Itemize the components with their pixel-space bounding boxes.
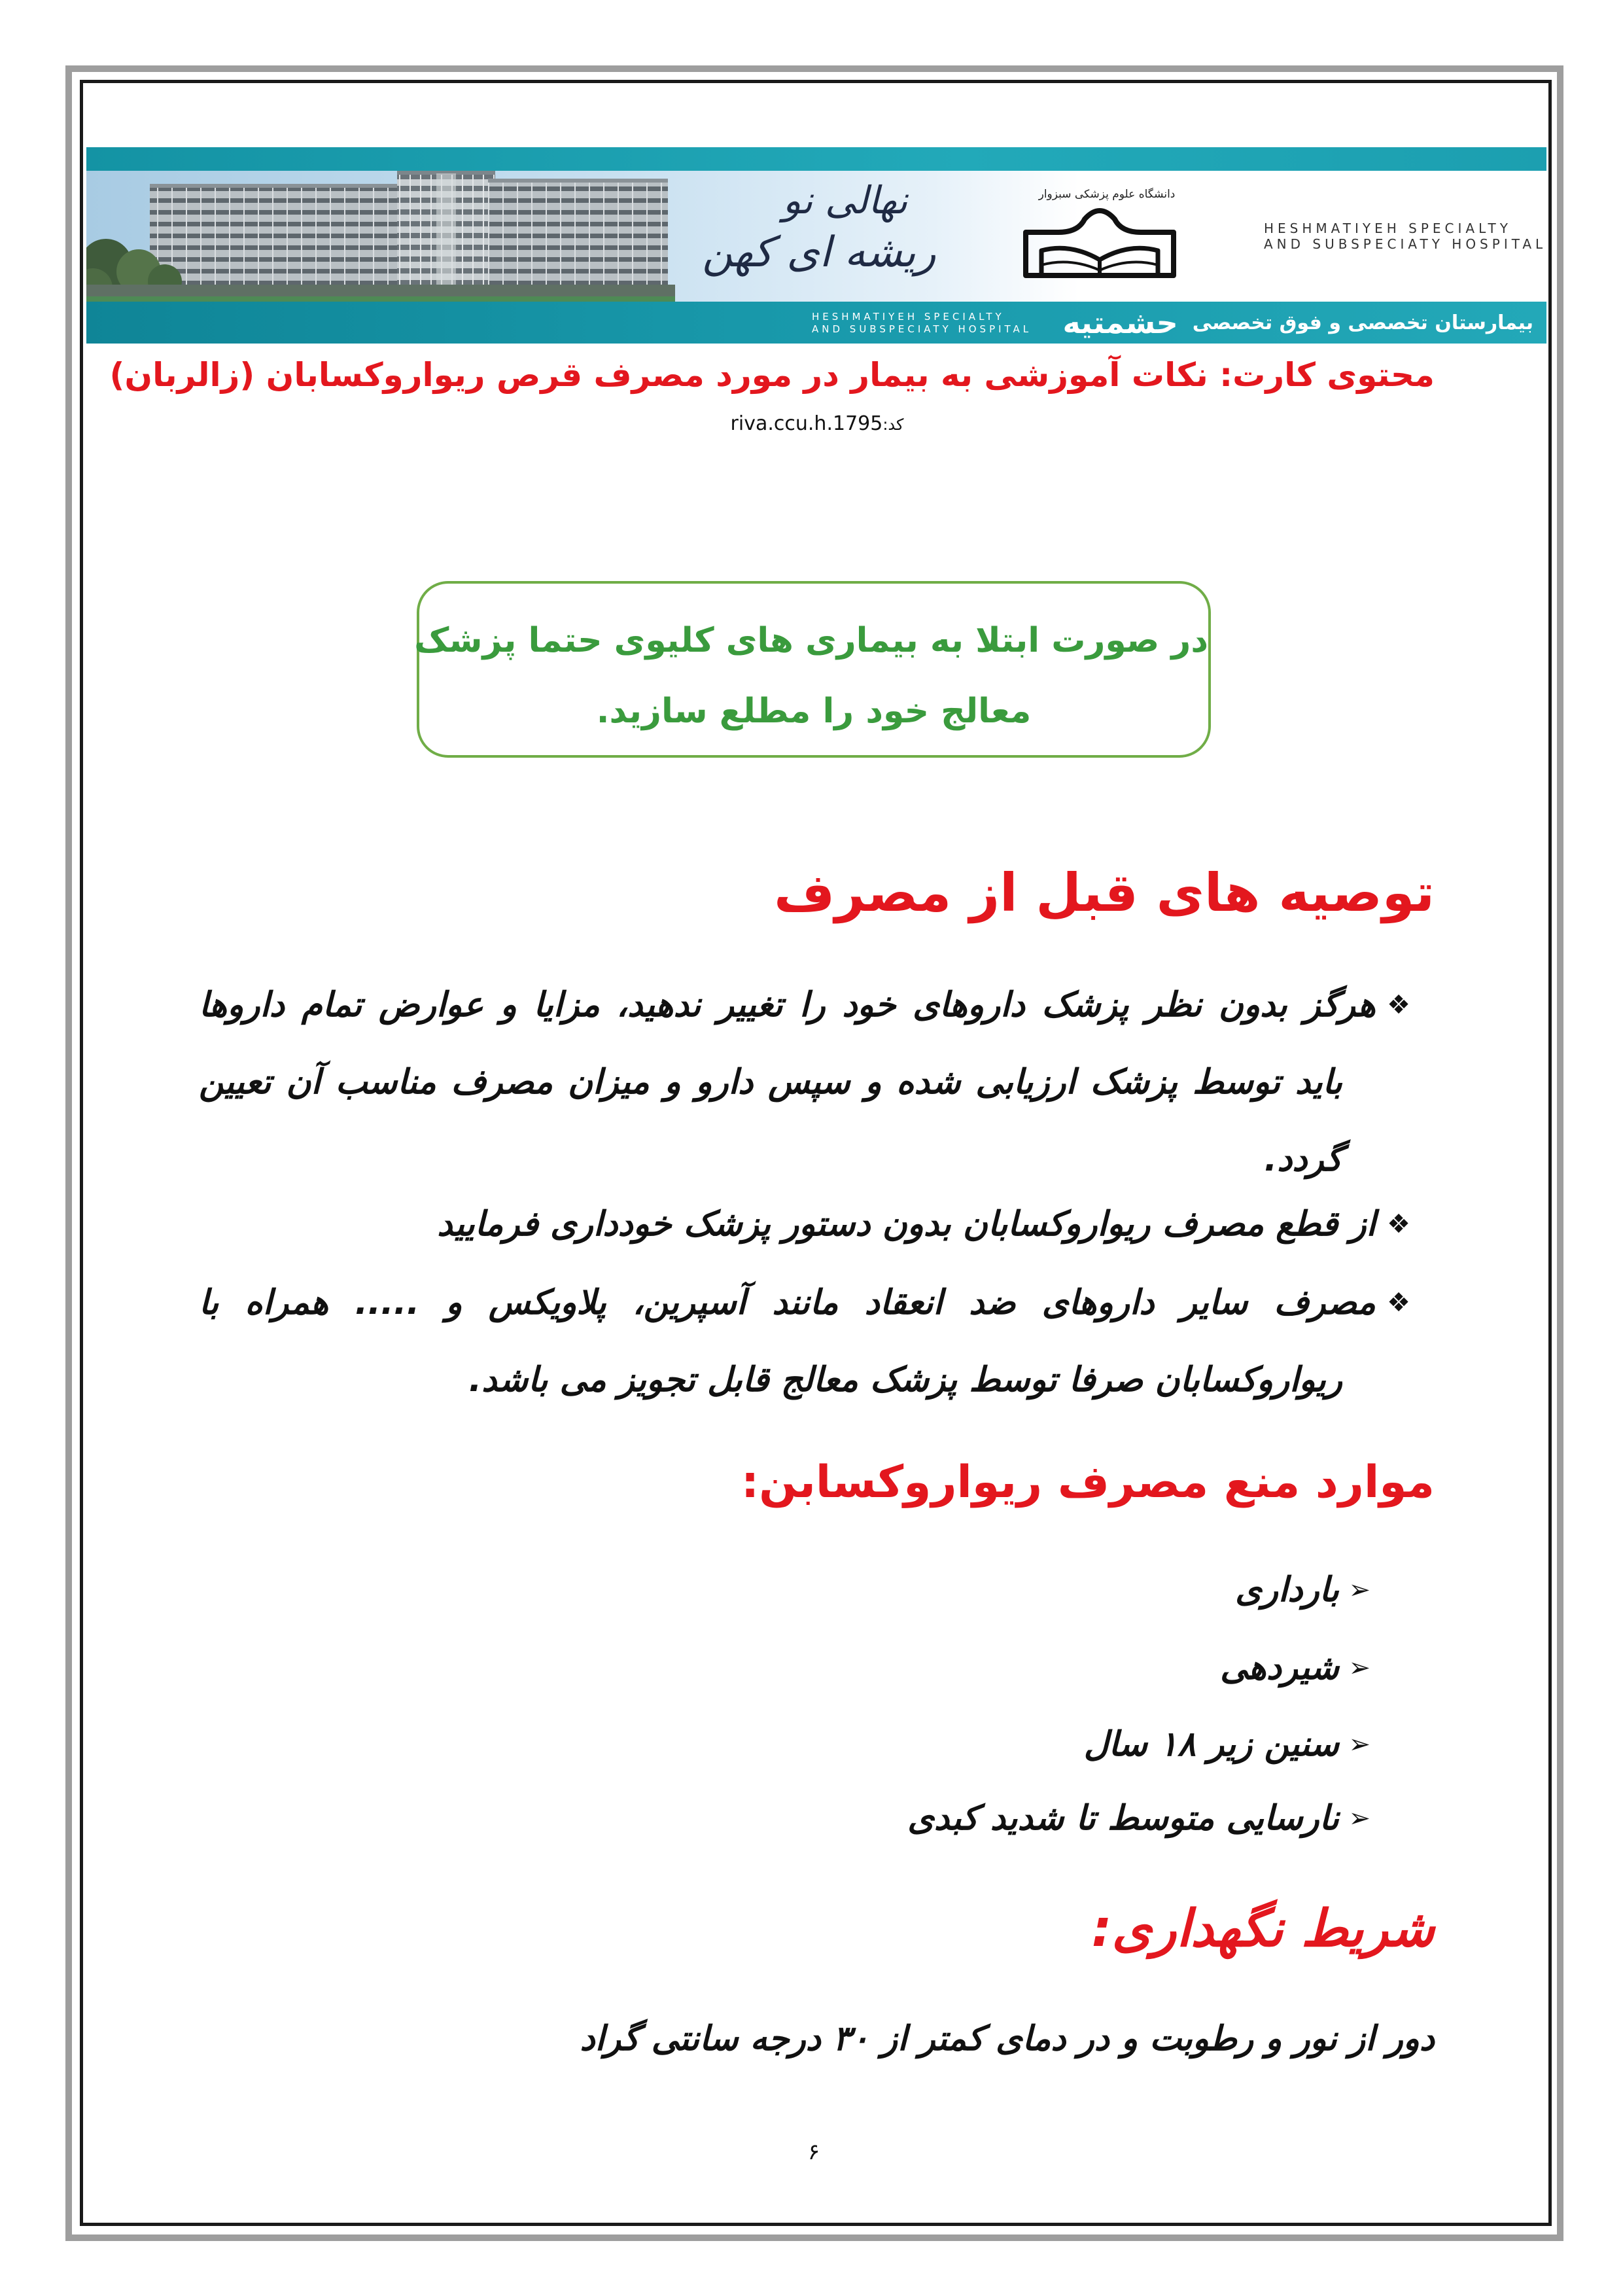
precaution-line: از قطع مصرف ریواروکسابان بدون دستور پزشک خودداری فرمایید — [437, 1205, 1376, 1244]
footer-hospital-name-english — [812, 311, 1073, 336]
contraindication-item — [907, 1780, 1370, 1857]
hospital-header-banner — [86, 147, 1546, 344]
contraindication-item — [1083, 1706, 1370, 1783]
precaution-line: هرگز بدون نظر پزشک داروهای خود را تغییر ندهید، مزایا و عوارض تمام داروها — [199, 985, 1376, 1025]
document-code-value: riva.ccu.h.1795 — [730, 412, 883, 435]
arrow-bullet-icon: ➢ — [1348, 1803, 1370, 1833]
slogan-line-1: نهالی نو — [782, 178, 908, 222]
notice-line-1: در صورت ابتلا به بیماری های کلیوی حتما پزشک — [414, 621, 1208, 660]
arrow-bullet-icon: ➢ — [1348, 1653, 1370, 1683]
arrow-bullet-icon: ➢ — [1348, 1575, 1370, 1605]
contraindication-item — [1220, 1629, 1370, 1706]
precaution-item — [199, 1264, 1410, 1419]
grass-strip — [86, 296, 675, 302]
notice-line-2: معالج خود را مطلع سازید. — [596, 692, 1032, 731]
building-central-tower — [397, 171, 495, 287]
precaution-line: مصرف سایر داروهای ضد انعقاد مانند آسپرین، پلاویکس و ..... همراه با — [199, 1283, 1376, 1322]
precaution-line: باید توسط پزشک ارزیابی شده و سپس دارو و میزان مصرف مناسب آن تعیین — [199, 1063, 1342, 1102]
hospital-name-english-line-2: AND SUBSPECIATY HOSPITAL — [1264, 236, 1546, 252]
university-name: دانشگاه علوم پزشکی سبزوار — [1038, 188, 1176, 201]
building-left-wing — [150, 184, 400, 287]
footer-hospital-type: بیمارستان تخصصی و فوق تخصصی — [1192, 311, 1533, 334]
contraindication-item — [1235, 1551, 1370, 1629]
hospital-name-english — [1264, 221, 1545, 252]
contraindication-text: شیردهی — [1220, 1648, 1339, 1687]
contraindication-text: سنین زیر ۱۸ سال — [1083, 1725, 1339, 1764]
footer-hospital-name-persian — [1063, 302, 1533, 344]
diamond-bullet-icon: ❖ — [1387, 1288, 1410, 1318]
building-right-wing — [488, 179, 668, 287]
contraindication-text: بارداری — [1235, 1570, 1339, 1610]
slogan-line-2: ریشه ای کهن — [702, 228, 936, 277]
document-code — [555, 408, 1079, 440]
precaution-line: گردد. — [1264, 1140, 1342, 1179]
arrow-bullet-icon: ➢ — [1348, 1729, 1370, 1759]
precaution-item — [199, 1186, 1410, 1263]
page-title: محتوی کارت: نکات آموزشی به بیمار در مورد مصرف قرص ریواروکسابان (زالربان) — [109, 356, 1435, 394]
precautions-heading: توصیه های قبل از مصرف — [774, 862, 1435, 923]
hospital-name-english-line-1: HESHMATIYEH SPECIALTY — [1264, 221, 1512, 236]
page-number: ۶ — [807, 2139, 820, 2165]
precaution-line: ریواروکسابان صرفا توسط پزشک معالج قابل تجویز می باشد. — [468, 1360, 1342, 1400]
diamond-bullet-icon: ❖ — [1387, 1209, 1410, 1239]
contraindication-text: نارسایی متوسط تا شدید کبدی — [907, 1799, 1339, 1838]
storage-instructions: دور از نور و رطوبت و در دمای کمتر از ۳۰ درجه سانتی گراد — [580, 2019, 1435, 2058]
storage-heading: شریط نگهداری: — [1091, 1899, 1435, 1958]
footer-english-line-1: HESHMATIYEH SPECIALTY — [812, 311, 1005, 323]
university-dome-book-icon — [1018, 205, 1181, 282]
precaution-item — [199, 966, 1410, 1198]
calligraphy-slogan — [695, 177, 943, 282]
footer-hospital-wordmark: حشمتیه — [1062, 305, 1178, 340]
footer-english-line-2: AND SUBSPECIATY HOSPITAL — [812, 323, 1032, 335]
hospital-building-photo — [86, 147, 675, 302]
kidney-warning-box — [414, 581, 1211, 758]
document-code-label: کد: — [882, 415, 904, 434]
contraindications-heading: موارد منع مصرف ریواروکسابن: — [741, 1457, 1435, 1508]
diamond-bullet-icon: ❖ — [1387, 990, 1410, 1020]
